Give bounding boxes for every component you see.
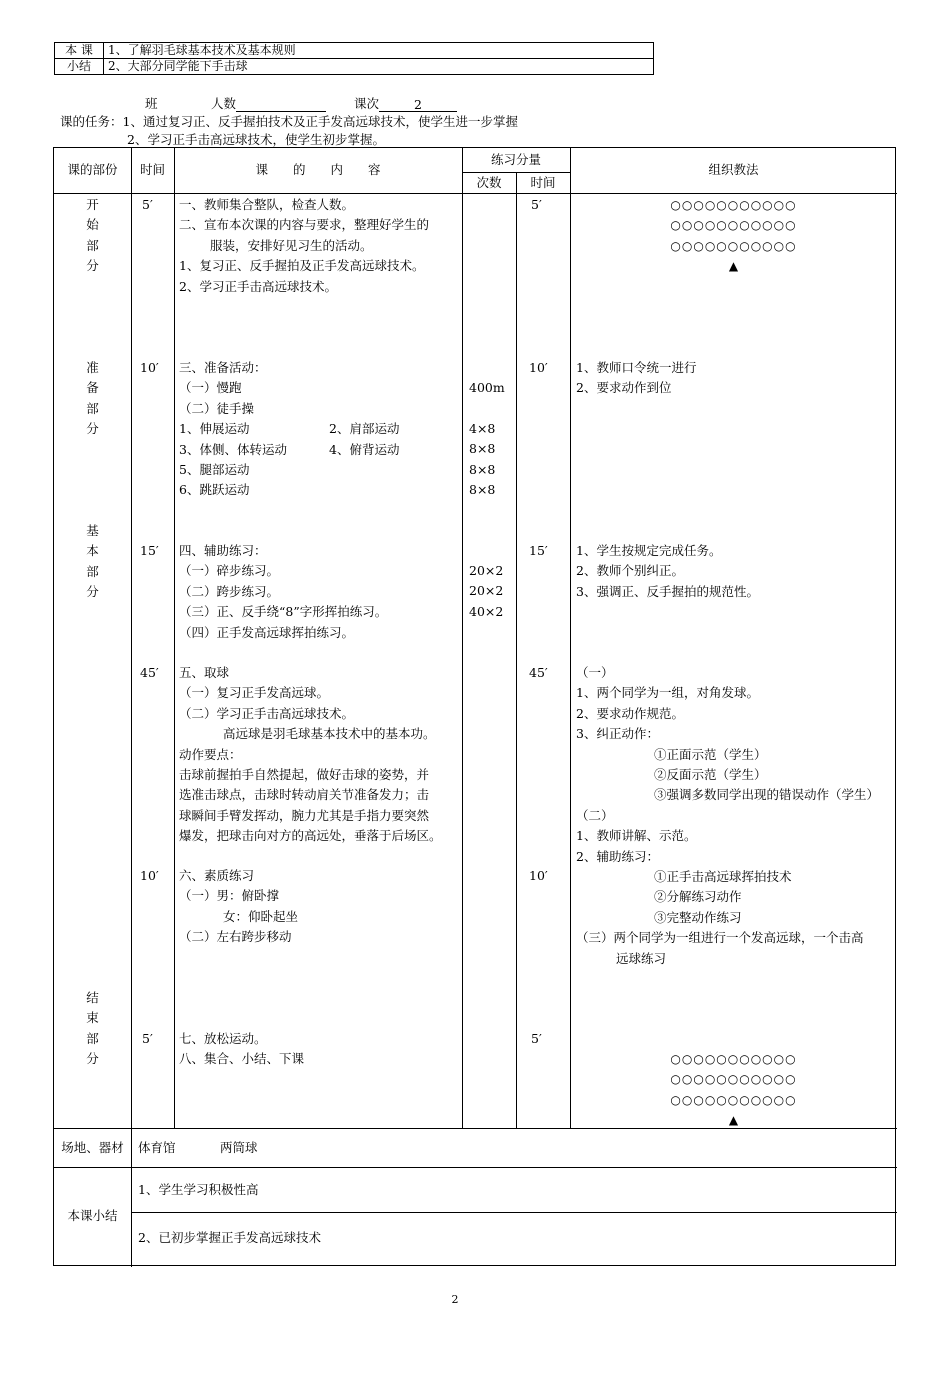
lesson-label: 课次 (354, 96, 380, 111)
time-basic-2: 45′ (140, 665, 159, 680)
tasks-line-1 (60, 112, 518, 130)
lesson-plan-table (53, 147, 896, 1266)
ptime-basic-1: 15′ (529, 543, 548, 558)
summary-line-2: 2、大部分同学能下手击球 (104, 59, 654, 75)
ptime-prep: 10′ (529, 360, 548, 375)
top-summary-table (54, 42, 654, 75)
teacher-marker-end: ▲ (728, 1113, 739, 1128)
summary-bottom-label: 本课小结 (67, 1208, 118, 1223)
count-blank (236, 97, 326, 112)
page-number: 2 (451, 1293, 459, 1306)
summary-label-2: 小结 (55, 59, 104, 75)
ptime-end: 5′ (531, 1031, 542, 1046)
content-basic-2: 五、取球 （一）复习正手发高远球。 （二）学习正手击高远球技术。 高远球是羽毛球基本技术中的基本功。 动作要点： 击球前握拍手自然提起，做好击球的姿势，并 选准击球点，击球时转动肩关节准备发力；击 球瞬间手臂发挥动，腕力尤其是手指力要突然 爆发，把球击向对方的高远处，垂落于后场区。 (179, 665, 442, 844)
formation-start: ○○○○○○○○○○○ ○○○○○○○○○○○ ○○○○○○○○○○○ ▲ (570, 195, 897, 277)
count-field (211, 94, 326, 112)
time-start: 5′ (142, 197, 153, 212)
summary-label-1: 本 课 (55, 43, 104, 59)
counts-prep: 400m 4×8 8×8 8×8 8×8 (469, 380, 505, 498)
time-basic-3: 10′ (140, 868, 159, 883)
class-label: 班 (145, 96, 158, 111)
counts-basic: 20×2 20×2 40×2 (469, 563, 504, 619)
task-1: 1、通过复习正、反手握拍技术及正手发高远球技术，使学生进一步掌握 (122, 114, 518, 129)
header-content: 课 的 内 容 (255, 162, 381, 177)
header-time: 时间 (139, 162, 165, 177)
method-prep: 1、教师口令统一进行 2、要求动作到位 (576, 360, 697, 396)
time-prep: 10′ (140, 360, 159, 375)
ptime-start: 5′ (531, 197, 542, 212)
header-part: 课的部份 (67, 162, 118, 177)
venue-label: 场地、器材 (61, 1140, 124, 1155)
time-basic-1: 15′ (140, 543, 159, 558)
content-basic-1: 四、辅助练习： （一）碎步练习。 （二）跨步练习。 （三）正、反手绕“8”字形挥拍练习。 （四）正手发高远球挥拍练习。 (179, 543, 388, 640)
teacher-marker-start: ▲ (728, 259, 739, 274)
time-end: 5′ (142, 1031, 153, 1046)
part-end: 结 束 部 分 (86, 990, 99, 1067)
content-end: 七、放松运动。 八、集合、小结、下课 (179, 1031, 305, 1067)
summary-bottom-line-1: 1、学生学习积极性高 (138, 1182, 259, 1197)
ptime-basic-2: 45′ (529, 665, 548, 680)
tasks-label: 课的任务： (60, 114, 123, 129)
venue-place: 体育馆 (138, 1140, 176, 1155)
content-basic-3: 六、素质练习 （一）男：俯卧撑 女：仰卧起坐 （二）左右跨步移动 (179, 868, 299, 945)
content-prep: 三、准备活动： （一）慢跑 （二）徒手操 1、伸展运动 2、肩部运动 3、体侧、体转运动 4、俯背运动 5、腿部运动 6、跳跃运动 (179, 360, 400, 498)
summary-line-1: 1、了解羽毛球基本技术及基本规则 (104, 43, 654, 59)
venue-equipment: 两筒球 (220, 1140, 258, 1155)
header-practice: 练习分量 (490, 152, 541, 167)
summary-bottom-line-2: 2、已初步掌握正手发高远球技术 (138, 1230, 321, 1245)
method-basic-1: 1、学生按规定完成任务。 2、教师个别纠正。 3、强调正、反手握拍的规范性。 (576, 543, 759, 599)
lesson-number: 2 (379, 97, 457, 112)
lesson-field (354, 94, 457, 112)
content-start: 一、教师集合整队，检查人数。 二、宣布本次课的内容与要求，整理好学生的 服装，安排好见习生的活动。 1、复习正、反手握拍及正手发高远球技术。 2、学习正手击高远球技术。 (179, 197, 430, 294)
ptime-basic-3: 10′ (529, 868, 548, 883)
part-prep: 准 备 部 分 (86, 360, 99, 437)
formation-end: ○○○○○○○○○○○ ○○○○○○○○○○○ ○○○○○○○○○○○ ▲ (570, 1049, 897, 1131)
header-ptime: 时间 (530, 175, 556, 190)
task-2: 2、学习正手击高远球技术，使学生初步掌握。 (127, 132, 385, 147)
header-count: 次数 (476, 175, 502, 190)
part-start: 开 始 部 分 (86, 197, 99, 274)
method-basic-2: （一） 1、两个同学为一组，对角发球。 2、要求动作规范。 3、纠正动作： ①正面示范（学生） ②反面示范（学生） ③强调多数同学出现的错误动作（学生） （二） 1、教师讲解、示范。 2、辅助练习： ①正手击高远球挥拍技术 ②分解练习动作 ③完整动作练习 （三）两个同学为一组进行一个发高远球，一个击高 远球练习 (576, 665, 880, 966)
part-basic: 基 本 部 分 (86, 523, 99, 600)
header-method: 组织教法 (708, 162, 759, 177)
count-label: 人数 (211, 96, 237, 111)
